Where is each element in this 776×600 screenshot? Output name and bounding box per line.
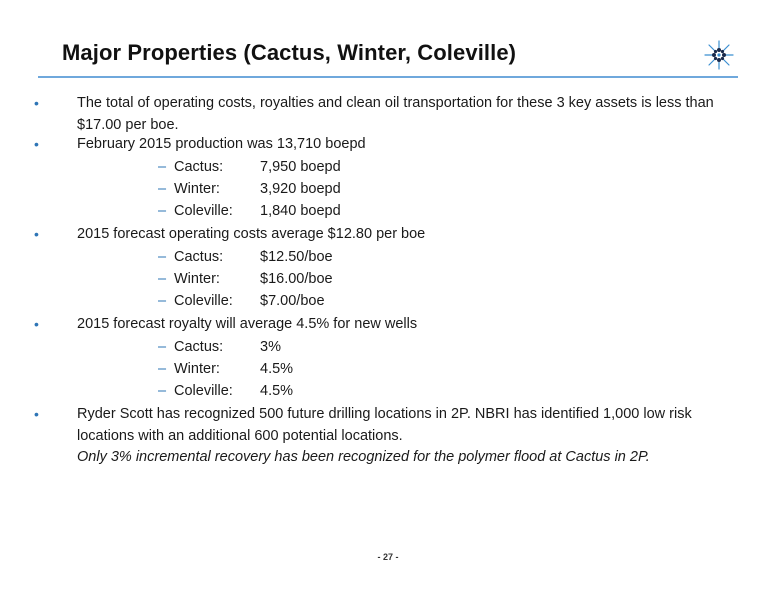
bullet-royalty: 2015 forecast royalty will average 4.5% for new wells [77,316,418,332]
bullet-operating-costs: 2015 forecast operating costs average $12.80 per boe [77,226,426,242]
sub-item-name: Cactus: [174,339,224,355]
sub-item-name: Coleville: [174,383,233,399]
sub-item-value: 3,920 boepd [260,181,341,197]
dash-marker: – [158,181,167,197]
bullet-marker: • [34,95,39,111]
sub-item-production-coleville [158,200,341,222]
company-logo [704,40,734,70]
sub-item-value: $16.00/boe [260,271,333,287]
sub-item-value: 4.5% [260,383,294,399]
sub-item-cost-coleville [158,290,325,312]
sub-item-name: Coleville: [174,203,233,219]
dash-marker: – [158,361,167,377]
sub-item-royalty-coleville [158,380,293,402]
sub-item-name: Winter: [174,181,220,197]
sub-item-value: $7.00/boe [260,293,325,309]
sub-item-royalty-winter [158,358,293,380]
sub-item-royalty-cactus [158,336,281,358]
polymer-flood-note: Only 3% incremental recovery has been recognized for the polymer flood at Cactus in 2P. [77,449,650,465]
sub-item-name: Cactus: [174,249,224,265]
dash-marker: – [158,293,167,309]
sub-item-name: Winter: [174,361,220,377]
bullet-marker: • [34,316,39,332]
bullet-marker: • [34,406,39,422]
slide-title: Major Properties (Cactus, Winter, Coleville) [62,40,517,65]
sub-item-cost-winter [158,268,333,290]
bullet-production: February 2015 production was 13,710 boepd [77,136,366,152]
sub-item-value: $12.50/boe [260,249,333,265]
dash-marker: – [158,339,167,355]
sub-item-name: Coleville: [174,293,233,309]
bullet-cost-summary: The total of operating costs, royalties and clean oil transportation for these 3 key assets is less than $17.00 per boe. [77,95,714,133]
sub-item-name: Cactus: [174,159,224,175]
bullet-drilling-locations: Ryder Scott has recognized 500 future drilling locations in 2P. NBRI has identified 1,000 low risk locations with an additional 600 potential locations. [77,406,692,444]
sub-item-production-winter [158,178,341,200]
dash-marker: – [158,271,167,287]
sub-item-cost-cactus [158,246,333,268]
dash-marker: – [158,383,167,399]
sub-item-value: 3% [260,339,281,355]
dash-marker: – [158,159,167,175]
sub-item-value: 4.5% [260,361,294,377]
sub-item-name: Winter: [174,271,220,287]
bullet-marker: • [34,226,39,242]
dash-marker: – [158,203,167,219]
title-divider [38,76,738,78]
sub-item-value: 1,840 boepd [260,203,341,219]
bullet-marker: • [34,136,39,152]
page-number: - 27 - [377,552,399,562]
dash-marker: – [158,249,167,265]
sub-item-value: 7,950 boepd [260,159,341,175]
sub-item-production-cactus [158,156,341,178]
